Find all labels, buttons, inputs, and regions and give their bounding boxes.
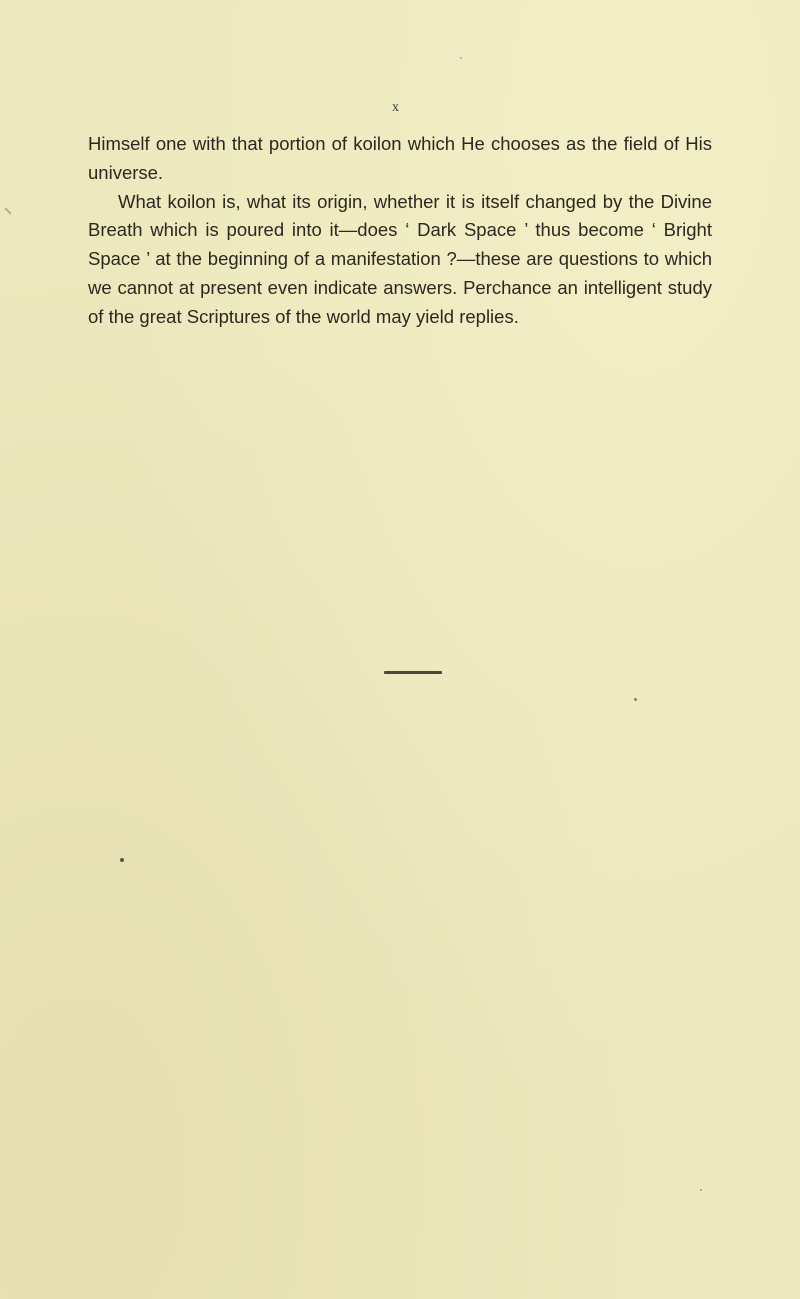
- speck: [120, 858, 124, 862]
- body-text: [88, 130, 712, 332]
- paragraph-1: Himself one with that portion of koilon which He chooses as the field of His universe.: [88, 133, 712, 183]
- page-number: x: [392, 100, 399, 115]
- speck: [700, 1189, 702, 1191]
- speck: [634, 698, 637, 701]
- paragraph-2: What koilon is, what its origin, whether it is itself changed by the Divine Breath which is poured into it—does ‘ Dark Space ’ thus become ‘ Bright Space ’ at the beginning of a manifestation ?—these are questions to which we cannot at present even indicate answers. Perchance an intelligent study of the great Scriptures of the world may yield replies.: [88, 190, 712, 327]
- speck: [460, 57, 462, 59]
- margin-mark: [4, 207, 11, 214]
- ink-mark: [384, 671, 442, 674]
